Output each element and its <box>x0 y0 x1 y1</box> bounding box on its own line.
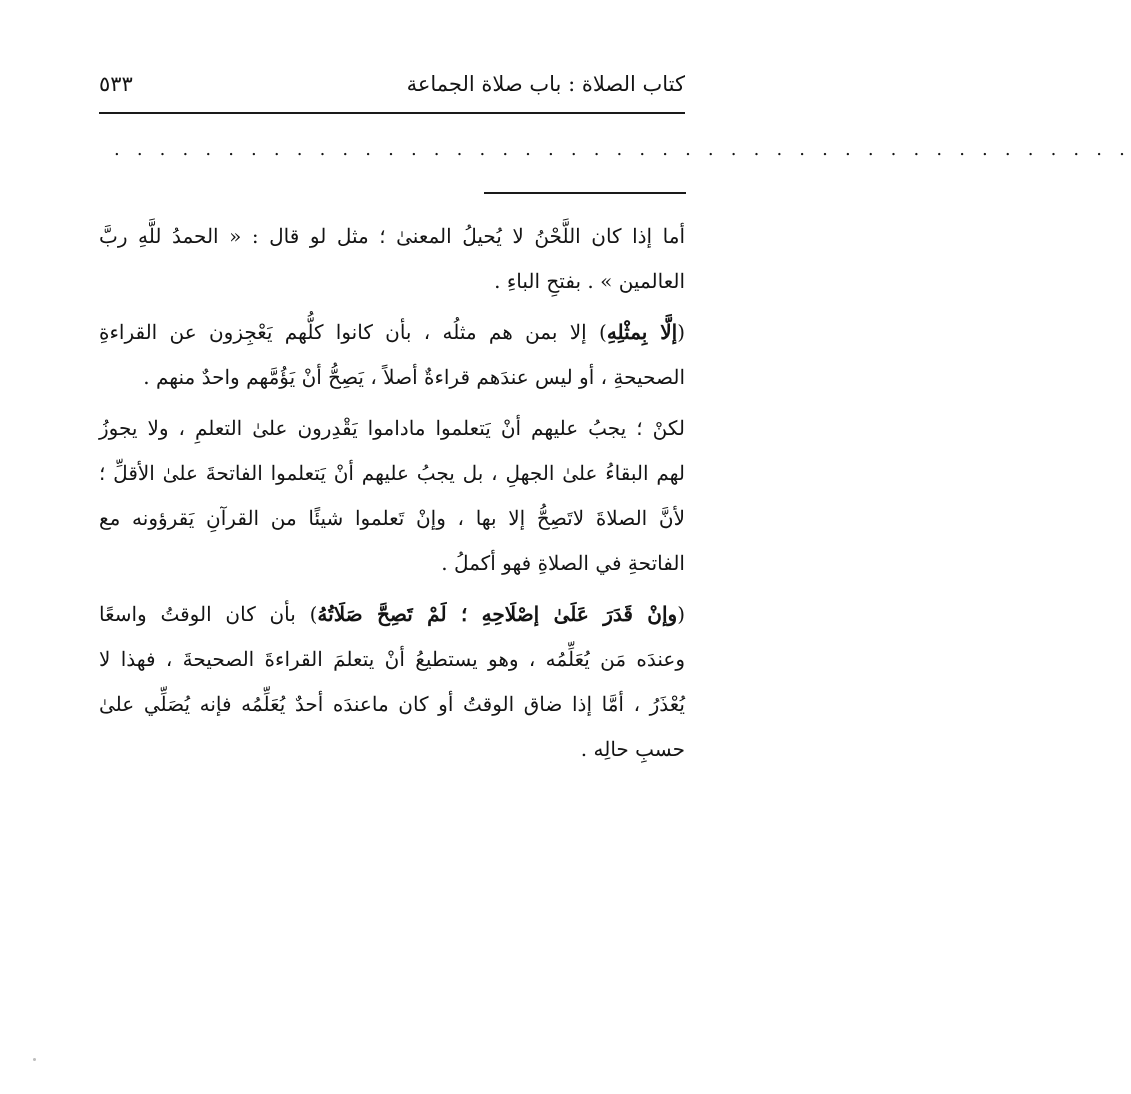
paragraph-1 <box>99 214 685 304</box>
close-paren: ) <box>599 320 607 344</box>
paragraph-line-rest: بأن كان الوقتُ واسعًا <box>99 602 310 626</box>
body-text <box>99 214 685 778</box>
dotted-separator: . . . . . . . . . . . . . . . . . . . . . . . . . . . . . . . . . . . . . . . . . . . . . <box>114 139 1131 160</box>
paragraph-3 <box>99 406 685 586</box>
header-rule <box>99 112 685 114</box>
scan-speck <box>33 1058 36 1061</box>
paragraph-line-lead <box>99 310 685 355</box>
paragraph-line: أما إذا كان اللَّحْنُ لا يُحيلُ المعنىٰ ؛ مثل لو قال : « الحمدُ للَّهِ ربَّ <box>99 224 685 248</box>
paragraph-line: العالمين » . بفتحِ الباءِ . <box>494 269 685 293</box>
matn-quote: وإنْ قَدَرَ عَلَىٰ إصْلَاحِهِ ؛ لَمْ تَصِحَّ صَلَاتُهُ <box>317 602 678 626</box>
page-number: ٥٣٣ <box>99 72 133 96</box>
paragraph-line: لهم البقاءُ علىٰ الجهلِ ، بل يجبُ عليهم أنْ يَتعلموا الفاتحةَ علىٰ الأقلِّ ؛ <box>99 461 685 485</box>
matn-quote: إلَّا بِمثْلِهِ <box>606 320 678 344</box>
close-paren: ) <box>309 602 318 626</box>
paragraph-line: يُعْذَرُ ، أمَّا إذا ضاق الوقتُ أو كان ماعندَه أحدٌ يُعَلِّمُه فإنه يُصَلِّي علىٰ <box>99 692 685 716</box>
open-paren: ( <box>677 320 685 344</box>
paragraph-line-rest: إلا بمن هم مثلُه ، بأن كانوا كلُّهم يَعْجِزون عن القراءةِ <box>99 320 599 344</box>
paragraph-line: حسبِ حالِه . <box>580 737 685 761</box>
paragraph-line: وعندَه مَن يُعَلِّمُه ، وهو يستطيعُ أنْ يتعلمَ القراءةَ الصحيحةَ ، فهذا لا <box>99 647 685 671</box>
open-paren: ( <box>677 602 685 626</box>
section-rule <box>484 192 686 194</box>
paragraph-4 <box>99 592 685 772</box>
paragraph-line-lead <box>99 592 685 637</box>
paragraph-line: لأنَّ الصلاةَ لاتَصِحُّ إلا بها ، وإنْ تَعلموا شيئًا من القرآنِ يَقرؤونه مع <box>99 506 685 530</box>
paragraph-2 <box>99 310 685 400</box>
paragraph-line: الفاتحةِ في الصلاةِ فهو أكملُ . <box>441 551 685 575</box>
running-title: كتاب الصلاة : باب صلاة الجماعة <box>406 72 685 96</box>
page-header <box>99 64 685 104</box>
paragraph-line: الصحيحةِ ، أو ليس عندَهم قراءةٌ أصلاً ، يَصِحُّ أنْ يَؤُمَّهم واحدٌ منهم . <box>143 365 685 389</box>
paragraph-line: لكنْ ؛ يجبُ عليهم أنْ يَتعلموا ماداموا يَقْدِرون علىٰ التعلمِ ، ولا يجوزُ <box>99 416 685 440</box>
